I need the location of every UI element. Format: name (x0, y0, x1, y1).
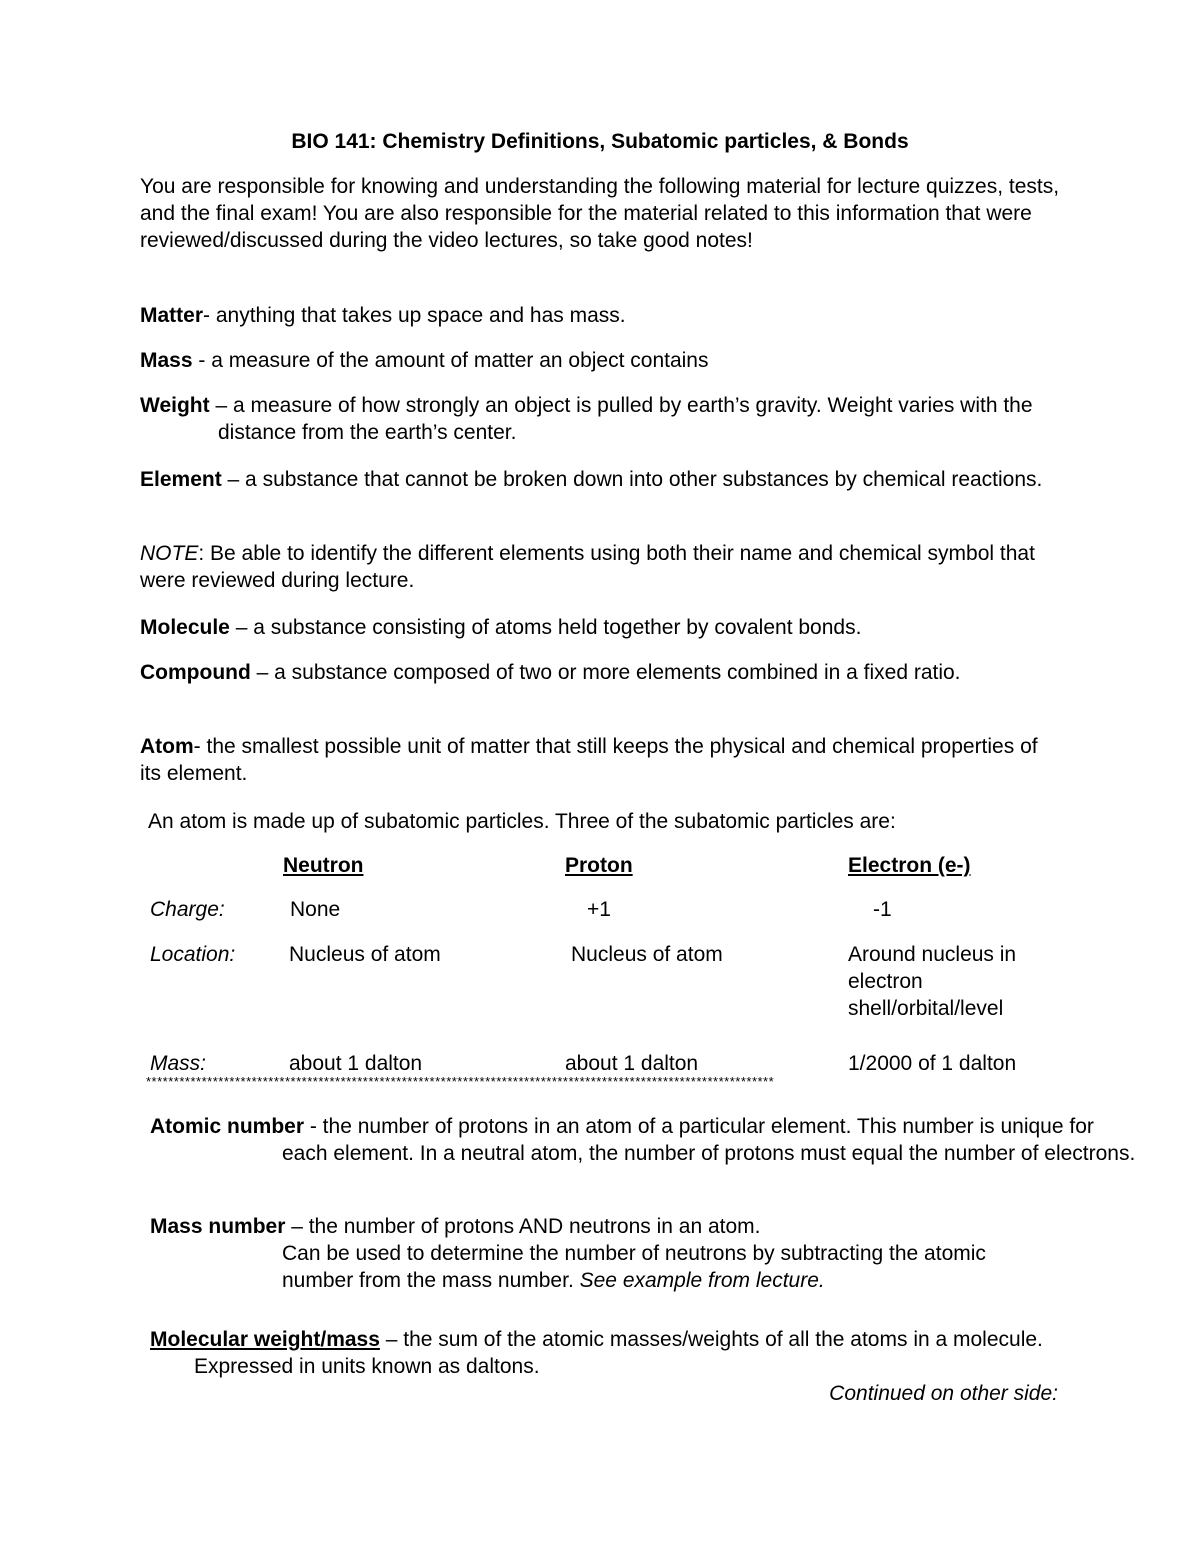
definition-text: – the sum of the atomic masses/weights of all the atoms in a molecule. Expressed in units known as daltons. (194, 1328, 1043, 1378)
term-compound: Compound (140, 661, 251, 684)
header-proton: Proton (565, 854, 633, 877)
definition-text: a substance that cannot be broken down into other substances by chemical reactions. (239, 468, 1043, 491)
term-molecule: Molecule (140, 616, 230, 639)
definition-text: anything that takes up space and has mass. (210, 304, 626, 327)
note-label: NOTE (140, 542, 199, 565)
mass-number-detail: Can be used to determine the number of neutrons by subtracting the atomic number from the mass number. (282, 1242, 986, 1292)
location-proton: Nucleus of atom (571, 943, 723, 966)
definition-text: a measure of how strongly an object is pulled by earth’s gravity. Weight varies with the distance from the earth’s center. (218, 394, 1033, 444)
term-atomic-number: Atomic number (150, 1115, 305, 1138)
note-paragraph: NOTE: Be able to identify the different elements using both their name and chemical symbol that were reviewed during lecture. (140, 542, 1035, 592)
charge-neutron: None (290, 898, 341, 921)
continued-note: Continued on other side: (829, 1382, 1058, 1405)
term-atom: Atom (140, 735, 194, 758)
term-element: Element (140, 468, 222, 491)
definition-mass-number (150, 1213, 1010, 1294)
charge-electron: -1 (873, 898, 892, 921)
definition-text: a substance composed of two or more elements combined in a fixed ratio. (268, 661, 961, 684)
definition-text: a substance consisting of atoms held together by covalent bonds. (247, 616, 862, 639)
definition-text: – the number of protons AND neutrons in an atom. (285, 1215, 761, 1238)
row-label-mass: Mass: (150, 1052, 207, 1075)
term-mass: Mass (140, 349, 193, 372)
definition-atomic-number (150, 1113, 1142, 1167)
row-label-location: Location: (150, 943, 236, 966)
definition-molecule: Molecule – a substance consisting of atoms held together by covalent bonds. (140, 616, 862, 639)
mass-proton: about 1 dalton (565, 1052, 699, 1075)
row-label-charge: Charge: (150, 898, 225, 921)
definition-text: the smallest possible unit of matter that still keeps the physical and chemical properties of its element. (140, 735, 1038, 785)
asterisk-separator: ***************************************************************************************************************** (146, 1074, 775, 1089)
mass-neutron: about 1 dalton (289, 1052, 423, 1075)
term-weight: Weight (140, 394, 210, 417)
intro-paragraph: You are responsible for knowing and understanding the following material for lecture quizzes, tests, and the final exam! You are also responsible for the material related to this information that were reviewed/discussed during the video lectures, so take good notes! (140, 175, 1060, 252)
term-matter: Matter (140, 304, 204, 327)
document-title: BIO 141: Chemistry Definitions, Subatomic particles, & Bonds (291, 130, 909, 153)
definition-compound: Compound – a substance composed of two or more elements combined in a fixed ratio. (140, 661, 961, 684)
term-molecular-weight: Molecular weight/mass (150, 1328, 380, 1351)
charge-proton: +1 (587, 898, 611, 921)
definition-element: Element – a substance that cannot be broken down into other substances by chemical reactions. (140, 468, 1043, 491)
atom-intro: An atom is made up of subatomic particles. Three of the subatomic particles are: (148, 810, 896, 833)
mass-electron: 1/2000 of 1 dalton (848, 1052, 1017, 1075)
definition-mass: Mass - a measure of the amount of matter an object contains (140, 349, 709, 372)
definition-atom: Atom- the smallest possible unit of matter that still keeps the physical and chemical properties of its element. (140, 735, 1038, 785)
definition-weight: Weight – a measure of how strongly an object is pulled by earth’s gravity. Weight varies with the distance from the earth’s center. (140, 394, 1033, 444)
term-mass-number: Mass number (150, 1215, 286, 1238)
location-electron: Around nucleus in electron shell/orbital/level (848, 943, 1017, 1020)
mass-number-detail-italic: See example from lecture. (579, 1269, 825, 1292)
location-neutron: Nucleus of atom (289, 943, 441, 966)
header-electron: Electron (e-) (848, 854, 971, 877)
definition-molecular-weight (150, 1326, 1094, 1380)
definition-text: a measure of the amount of matter an object contains (205, 349, 709, 372)
definition-matter: Matter- anything that takes up space and has mass. (140, 304, 626, 327)
header-neutron: Neutron (283, 854, 364, 877)
definition-text: - the number of protons in an atom of a particular element. This number is unique for each element. In a neutral atom, the number of protons must equal the number of electrons. (282, 1115, 1136, 1165)
